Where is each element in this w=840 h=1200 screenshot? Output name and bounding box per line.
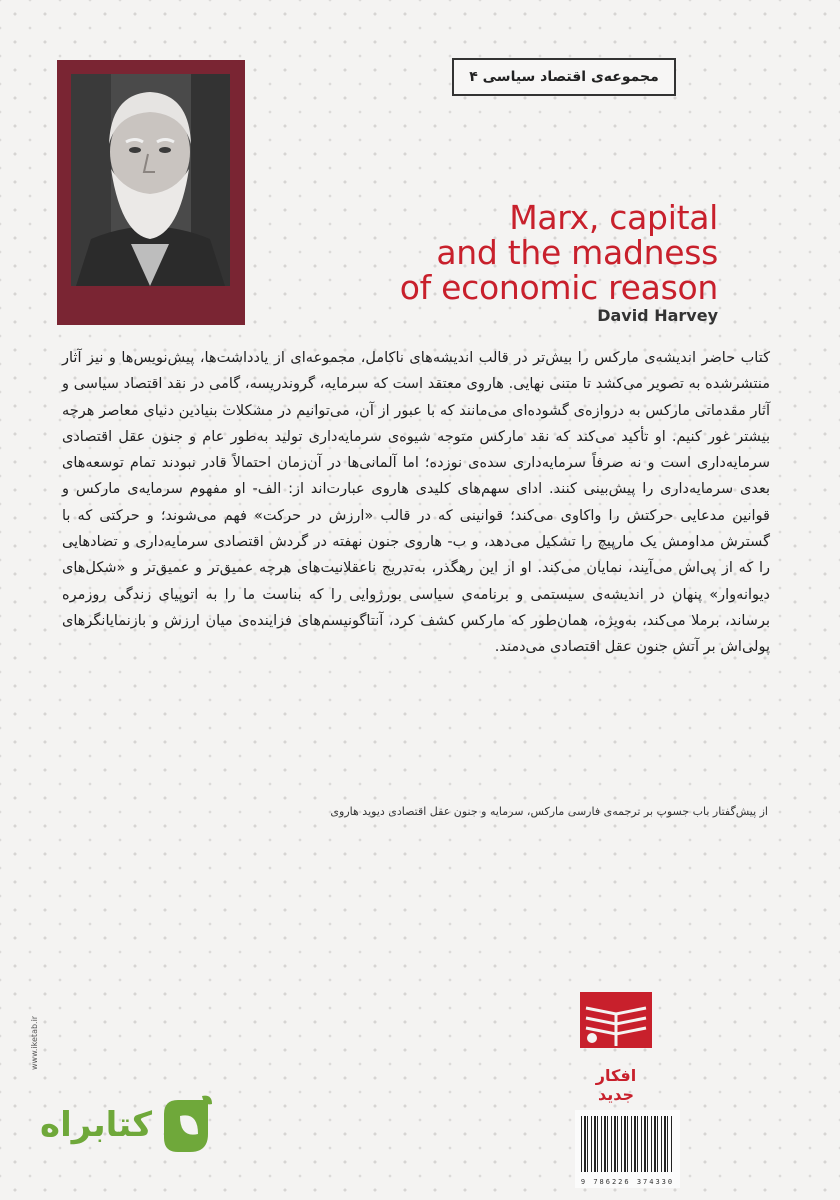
series-label: مجموعه‌ی اقتصاد سیاسی ۴ <box>452 58 676 96</box>
title-line-3: of economic reason <box>399 268 718 307</box>
author-portrait <box>71 74 230 286</box>
quote-source: از پیش‌گفتار باب جسوپ بر ترجمه‌ی فارسی مارکس، سرمایه و جنون عقل اقتصادی دیوید هاروی <box>330 805 768 818</box>
book-title <box>400 200 718 305</box>
barcode-bars <box>581 1116 674 1172</box>
author-name: David Harvey <box>597 306 718 325</box>
blurb-text: کتاب حاضر اندیشه‌ی مارکس را بیش‌تر در قالب اندیشه‌های ناکامل، مجموعه‌ای از یادداشت‌ها، پیش‌نویس‌ها و نیز آثار منتشرشده به تصویر می‌کشد تا متنی نهایی. هاروی معتقد است که سرمایه، گروندریسه، گامی در نقد اقتصاد سیاسی و آثار مقدماتی مارکس به دروازه‌ی گشوده‌ای می‌مانند که با عبور از آن، می‌توانیم در مشکلات بنیادین دنیای معاصر هرچه بیشتر غور کنیم. او تأکید می‌کند که نقد مارکس متوجه شیوه‌ی سرمایه‌داری تولید به‌طور عام و جنون عقل اقتصادی سرمایه‌داری است و نه صرفاً سرمایه‌داری سده‌ی نوزده؛ اما آلمانی‌ها در آن‌زمان احتمالاً قادر نبودند تمام توسعه‌های بعدی سرمایه‌داری را پیش‌بینی کنند. ادای سهم‌های کلیدی هاروی عبارت‌اند از: الف- او مفهوم سرمایه‌ی مارکس و قوانین مدعایی حرکتش را واکاوی می‌کند؛ قوانینی که در قالب «ارزش در حرکت» فهم می‌شوند؛ و حرکتی که با گسترش مداومش یک مارپیچ را تشکیل می‌دهد، و ب- هاروی جنون نهفته در گردش اقتصادی سرمایه‌داری و تضادهایی را که از پی‌اش می‌آیند، نمایان می‌کند. او از این رهگذر، به‌تدریج ناعقلانیت‌های هرچه عمیق‌تر و عمیق‌تر و «شکل‌های دیوانه‌وار» پنهان در اندیشه‌ی سیستمی و برنامه‌ی سیاسی بورژوایی را که بناست ما را به اتوپیای زندگی روزمره برساند، برملا می‌کند، به‌ویژه، همان‌طور که مارکس کشف کرد، آنتاگونیسم‌های فزاینده‌ی میان ارزش و بازنمایانگرهای پولی‌اش بر آتش جنون عقل اقتصادی می‌دمند. <box>62 350 770 656</box>
book-logo-icon <box>578 990 654 1050</box>
title-line-1: Marx, capital <box>509 198 718 237</box>
author-photo-frame <box>57 60 245 325</box>
title-line-2: and the madness <box>436 233 718 272</box>
barcode-digits: 9 786226 374330 <box>580 1178 675 1186</box>
author-portrait-drawing <box>71 74 230 286</box>
watermark <box>40 1092 214 1158</box>
barcode <box>575 1110 680 1188</box>
leaf-logo-icon <box>158 1094 214 1156</box>
vertical-site-text: www.iketab.ir <box>30 1015 39 1070</box>
watermark-text: کتابراه <box>40 1105 153 1145</box>
publisher-name: افکار جدید <box>595 1066 637 1104</box>
